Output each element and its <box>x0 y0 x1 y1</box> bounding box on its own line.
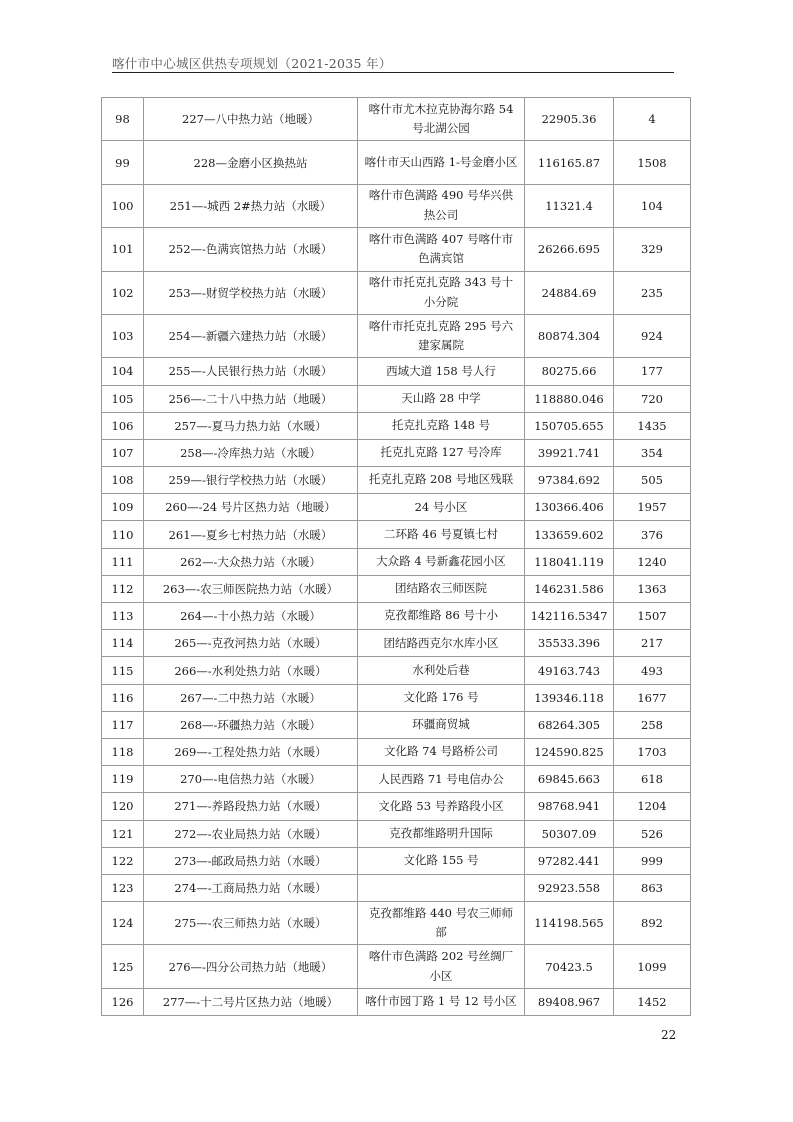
table-row <box>102 412 691 439</box>
row-number-cell: 110 <box>102 521 144 548</box>
heating-area-cell: 142116.5347 <box>525 603 614 630</box>
household-count-cell: 1508 <box>614 141 691 184</box>
table-body <box>102 98 691 1016</box>
heating-area-cell: 130366.406 <box>525 494 614 521</box>
address-cell: 喀什市托克扎克路 295 号六建家属院 <box>358 314 525 357</box>
heating-area-cell: 124590.825 <box>525 738 614 765</box>
household-count-cell: 258 <box>614 711 691 738</box>
address-cell: 人民西路 71 号电信办公 <box>358 766 525 793</box>
household-count-cell: 217 <box>614 630 691 657</box>
household-count-cell: 1240 <box>614 548 691 575</box>
heating-area-cell: 150705.655 <box>525 412 614 439</box>
address-cell: 喀什市天山西路 1-号金磨小区 <box>358 141 525 184</box>
row-number-cell: 120 <box>102 793 144 820</box>
station-name-cell: 270—-电信热力站（水暖） <box>144 766 358 793</box>
address-cell: 环疆商贸城 <box>358 711 525 738</box>
station-name-cell: 273—-邮政局热力站（水暖） <box>144 847 358 874</box>
household-count-cell: 1204 <box>614 793 691 820</box>
address-cell: 二环路 46 号夏镇七村 <box>358 521 525 548</box>
table-row <box>102 847 691 874</box>
address-cell <box>358 874 525 901</box>
heating-area-cell: 11321.4 <box>525 184 614 227</box>
table-row <box>102 603 691 630</box>
page-number: 22 <box>661 1028 677 1042</box>
table-row <box>102 314 691 357</box>
address-cell: 24 号小区 <box>358 494 525 521</box>
station-name-cell: 263—-农三师医院热力站（水暖） <box>144 575 358 602</box>
station-name-cell: 258—-冷库热力站（水暖） <box>144 439 358 466</box>
address-cell: 喀什市托克扎克路 343 号十小分院 <box>358 271 525 314</box>
heating-area-cell: 97282.441 <box>525 847 614 874</box>
address-cell: 喀什市色满路 202 号丝绸厂小区 <box>358 945 525 988</box>
address-cell: 托克扎克路 208 号地区残联 <box>358 467 525 494</box>
row-number-cell: 101 <box>102 228 144 271</box>
address-cell: 喀什市园丁路 1 号 12 号小区 <box>358 988 525 1015</box>
station-name-cell: 262—-大众热力站（水暖） <box>144 548 358 575</box>
table-row <box>102 738 691 765</box>
row-number-cell: 115 <box>102 657 144 684</box>
row-number-cell: 99 <box>102 141 144 184</box>
heating-area-cell: 98768.941 <box>525 793 614 820</box>
row-number-cell: 123 <box>102 874 144 901</box>
row-number-cell: 106 <box>102 412 144 439</box>
heating-area-cell: 50307.09 <box>525 820 614 847</box>
address-cell: 文化路 74 号路桥公司 <box>358 738 525 765</box>
address-cell: 大众路 4 号新鑫花园小区 <box>358 548 525 575</box>
household-count-cell: 4 <box>614 98 691 141</box>
household-count-cell: 999 <box>614 847 691 874</box>
household-count-cell: 376 <box>614 521 691 548</box>
page-header-title: 喀什市中心城区供热专项规划（2021-2035 年） <box>112 56 392 71</box>
row-number-cell: 105 <box>102 385 144 412</box>
household-count-cell: 1677 <box>614 684 691 711</box>
household-count-cell: 1435 <box>614 412 691 439</box>
row-number-cell: 119 <box>102 766 144 793</box>
heating-station-table <box>101 97 691 1016</box>
table-row <box>102 945 691 988</box>
row-number-cell: 103 <box>102 314 144 357</box>
table-row <box>102 228 691 271</box>
station-name-cell: 228—金磨小区换热站 <box>144 141 358 184</box>
table-row <box>102 657 691 684</box>
heating-area-cell: 49163.743 <box>525 657 614 684</box>
household-count-cell: 924 <box>614 314 691 357</box>
station-name-cell: 257—-夏马力热力站（水暖） <box>144 412 358 439</box>
table-row <box>102 184 691 227</box>
household-count-cell: 493 <box>614 657 691 684</box>
table-row <box>102 439 691 466</box>
table-row <box>102 467 691 494</box>
table-row <box>102 575 691 602</box>
heating-area-cell: 118880.046 <box>525 385 614 412</box>
row-number-cell: 126 <box>102 988 144 1015</box>
household-count-cell: 526 <box>614 820 691 847</box>
row-number-cell: 98 <box>102 98 144 141</box>
address-cell: 克孜都维路明升国际 <box>358 820 525 847</box>
household-count-cell: 1099 <box>614 945 691 988</box>
row-number-cell: 114 <box>102 630 144 657</box>
station-name-cell: 261—-夏乡七村热力站（水暖） <box>144 521 358 548</box>
address-cell: 文化路 176 号 <box>358 684 525 711</box>
row-number-cell: 104 <box>102 358 144 385</box>
table-row <box>102 548 691 575</box>
table-row <box>102 793 691 820</box>
row-number-cell: 124 <box>102 902 144 945</box>
table-row <box>102 141 691 184</box>
station-name-cell: 252—-色满宾馆热力站（水暖） <box>144 228 358 271</box>
table-row <box>102 766 691 793</box>
station-name-cell: 265—-克孜河热力站（水暖） <box>144 630 358 657</box>
household-count-cell: 1703 <box>614 738 691 765</box>
table-row <box>102 521 691 548</box>
table-row <box>102 820 691 847</box>
station-name-cell: 268—-环疆热力站（水暖） <box>144 711 358 738</box>
row-number-cell: 122 <box>102 847 144 874</box>
row-number-cell: 113 <box>102 603 144 630</box>
heating-area-cell: 89408.967 <box>525 988 614 1015</box>
row-number-cell: 107 <box>102 439 144 466</box>
household-count-cell: 1957 <box>614 494 691 521</box>
station-name-cell: 277—-十二号片区热力站（地暖） <box>144 988 358 1015</box>
address-cell: 文化路 53 号养路段小区 <box>358 793 525 820</box>
station-name-cell: 264—-十小热力站（水暖） <box>144 603 358 630</box>
heating-area-cell: 80275.66 <box>525 358 614 385</box>
table-row <box>102 902 691 945</box>
household-count-cell: 329 <box>614 228 691 271</box>
station-name-cell: 253—-财贸学校热力站（水暖） <box>144 271 358 314</box>
station-name-cell: 251—-城西 2#热力站（水暖） <box>144 184 358 227</box>
address-cell: 团结路农三师医院 <box>358 575 525 602</box>
heating-area-cell: 118041.119 <box>525 548 614 575</box>
household-count-cell: 505 <box>614 467 691 494</box>
row-number-cell: 117 <box>102 711 144 738</box>
heating-area-cell: 69845.663 <box>525 766 614 793</box>
address-cell: 托克扎克路 127 号冷库 <box>358 439 525 466</box>
station-name-cell: 260—-24 号片区热力站（地暖） <box>144 494 358 521</box>
table-row <box>102 494 691 521</box>
household-count-cell: 177 <box>614 358 691 385</box>
station-name-cell: 271—-养路段热力站（水暖） <box>144 793 358 820</box>
address-cell: 喀什市色满路 490 号华兴供热公司 <box>358 184 525 227</box>
household-count-cell: 863 <box>614 874 691 901</box>
row-number-cell: 118 <box>102 738 144 765</box>
household-count-cell: 618 <box>614 766 691 793</box>
address-cell: 文化路 155 号 <box>358 847 525 874</box>
table-row <box>102 98 691 141</box>
heating-area-cell: 26266.695 <box>525 228 614 271</box>
row-number-cell: 102 <box>102 271 144 314</box>
station-name-cell: 276—-四分公司热力站（地暖） <box>144 945 358 988</box>
table-row <box>102 711 691 738</box>
table-row <box>102 684 691 711</box>
heating-area-cell: 133659.602 <box>525 521 614 548</box>
heating-area-cell: 22905.36 <box>525 98 614 141</box>
household-count-cell: 1363 <box>614 575 691 602</box>
station-name-cell: 256—-二十八中热力站（地暖） <box>144 385 358 412</box>
address-cell: 水利处后巷 <box>358 657 525 684</box>
address-cell: 克孜都维路 440 号农三师师部 <box>358 902 525 945</box>
address-cell: 喀什市色满路 407 号喀什市色满宾馆 <box>358 228 525 271</box>
row-number-cell: 116 <box>102 684 144 711</box>
row-number-cell: 109 <box>102 494 144 521</box>
table-row <box>102 271 691 314</box>
row-number-cell: 100 <box>102 184 144 227</box>
station-name-cell: 266—-水利处热力站（水暖） <box>144 657 358 684</box>
row-number-cell: 125 <box>102 945 144 988</box>
station-name-cell: 267—-二中热力站（水暖） <box>144 684 358 711</box>
station-name-cell: 274—-工商局热力站（水暖） <box>144 874 358 901</box>
heating-area-cell: 70423.5 <box>525 945 614 988</box>
household-count-cell: 892 <box>614 902 691 945</box>
address-cell: 团结路西克尔水库小区 <box>358 630 525 657</box>
household-count-cell: 1507 <box>614 603 691 630</box>
row-number-cell: 121 <box>102 820 144 847</box>
household-count-cell: 720 <box>614 385 691 412</box>
row-number-cell: 111 <box>102 548 144 575</box>
table-row <box>102 358 691 385</box>
station-name-cell: 227—八中热力站（地暖） <box>144 98 358 141</box>
heating-area-cell: 139346.118 <box>525 684 614 711</box>
heating-area-cell: 35533.396 <box>525 630 614 657</box>
household-count-cell: 235 <box>614 271 691 314</box>
heating-area-cell: 116165.87 <box>525 141 614 184</box>
table-row <box>102 385 691 412</box>
heating-area-cell: 80874.304 <box>525 314 614 357</box>
heating-area-cell: 146231.586 <box>525 575 614 602</box>
table-row <box>102 988 691 1015</box>
household-count-cell: 104 <box>614 184 691 227</box>
household-count-cell: 354 <box>614 439 691 466</box>
row-number-cell: 108 <box>102 467 144 494</box>
table-row <box>102 630 691 657</box>
row-number-cell: 112 <box>102 575 144 602</box>
heating-area-cell: 39921.741 <box>525 439 614 466</box>
heating-area-cell: 68264.305 <box>525 711 614 738</box>
address-cell: 克孜都维路 86 号十小 <box>358 603 525 630</box>
heating-area-cell: 24884.69 <box>525 271 614 314</box>
station-name-cell: 255—-人民银行热力站（水暖） <box>144 358 358 385</box>
station-name-cell: 259—-银行学校热力站（水暖） <box>144 467 358 494</box>
station-name-cell: 254—-新疆六建热力站（水暖） <box>144 314 358 357</box>
address-cell: 天山路 28 中学 <box>358 385 525 412</box>
heating-area-cell: 97384.692 <box>525 467 614 494</box>
station-name-cell: 269—-工程处热力站（水暖） <box>144 738 358 765</box>
station-name-cell: 275—-农三师热力站（水暖） <box>144 902 358 945</box>
address-cell: 喀什市尤木拉克协海尔路 54 号北湖公园 <box>358 98 525 141</box>
address-cell: 西域大道 158 号人行 <box>358 358 525 385</box>
header-rule <box>112 72 674 73</box>
heating-area-cell: 114198.565 <box>525 902 614 945</box>
station-name-cell: 272—-农业局热力站（水暖） <box>144 820 358 847</box>
household-count-cell: 1452 <box>614 988 691 1015</box>
table-row <box>102 874 691 901</box>
address-cell: 托克扎克路 148 号 <box>358 412 525 439</box>
heating-area-cell: 92923.558 <box>525 874 614 901</box>
